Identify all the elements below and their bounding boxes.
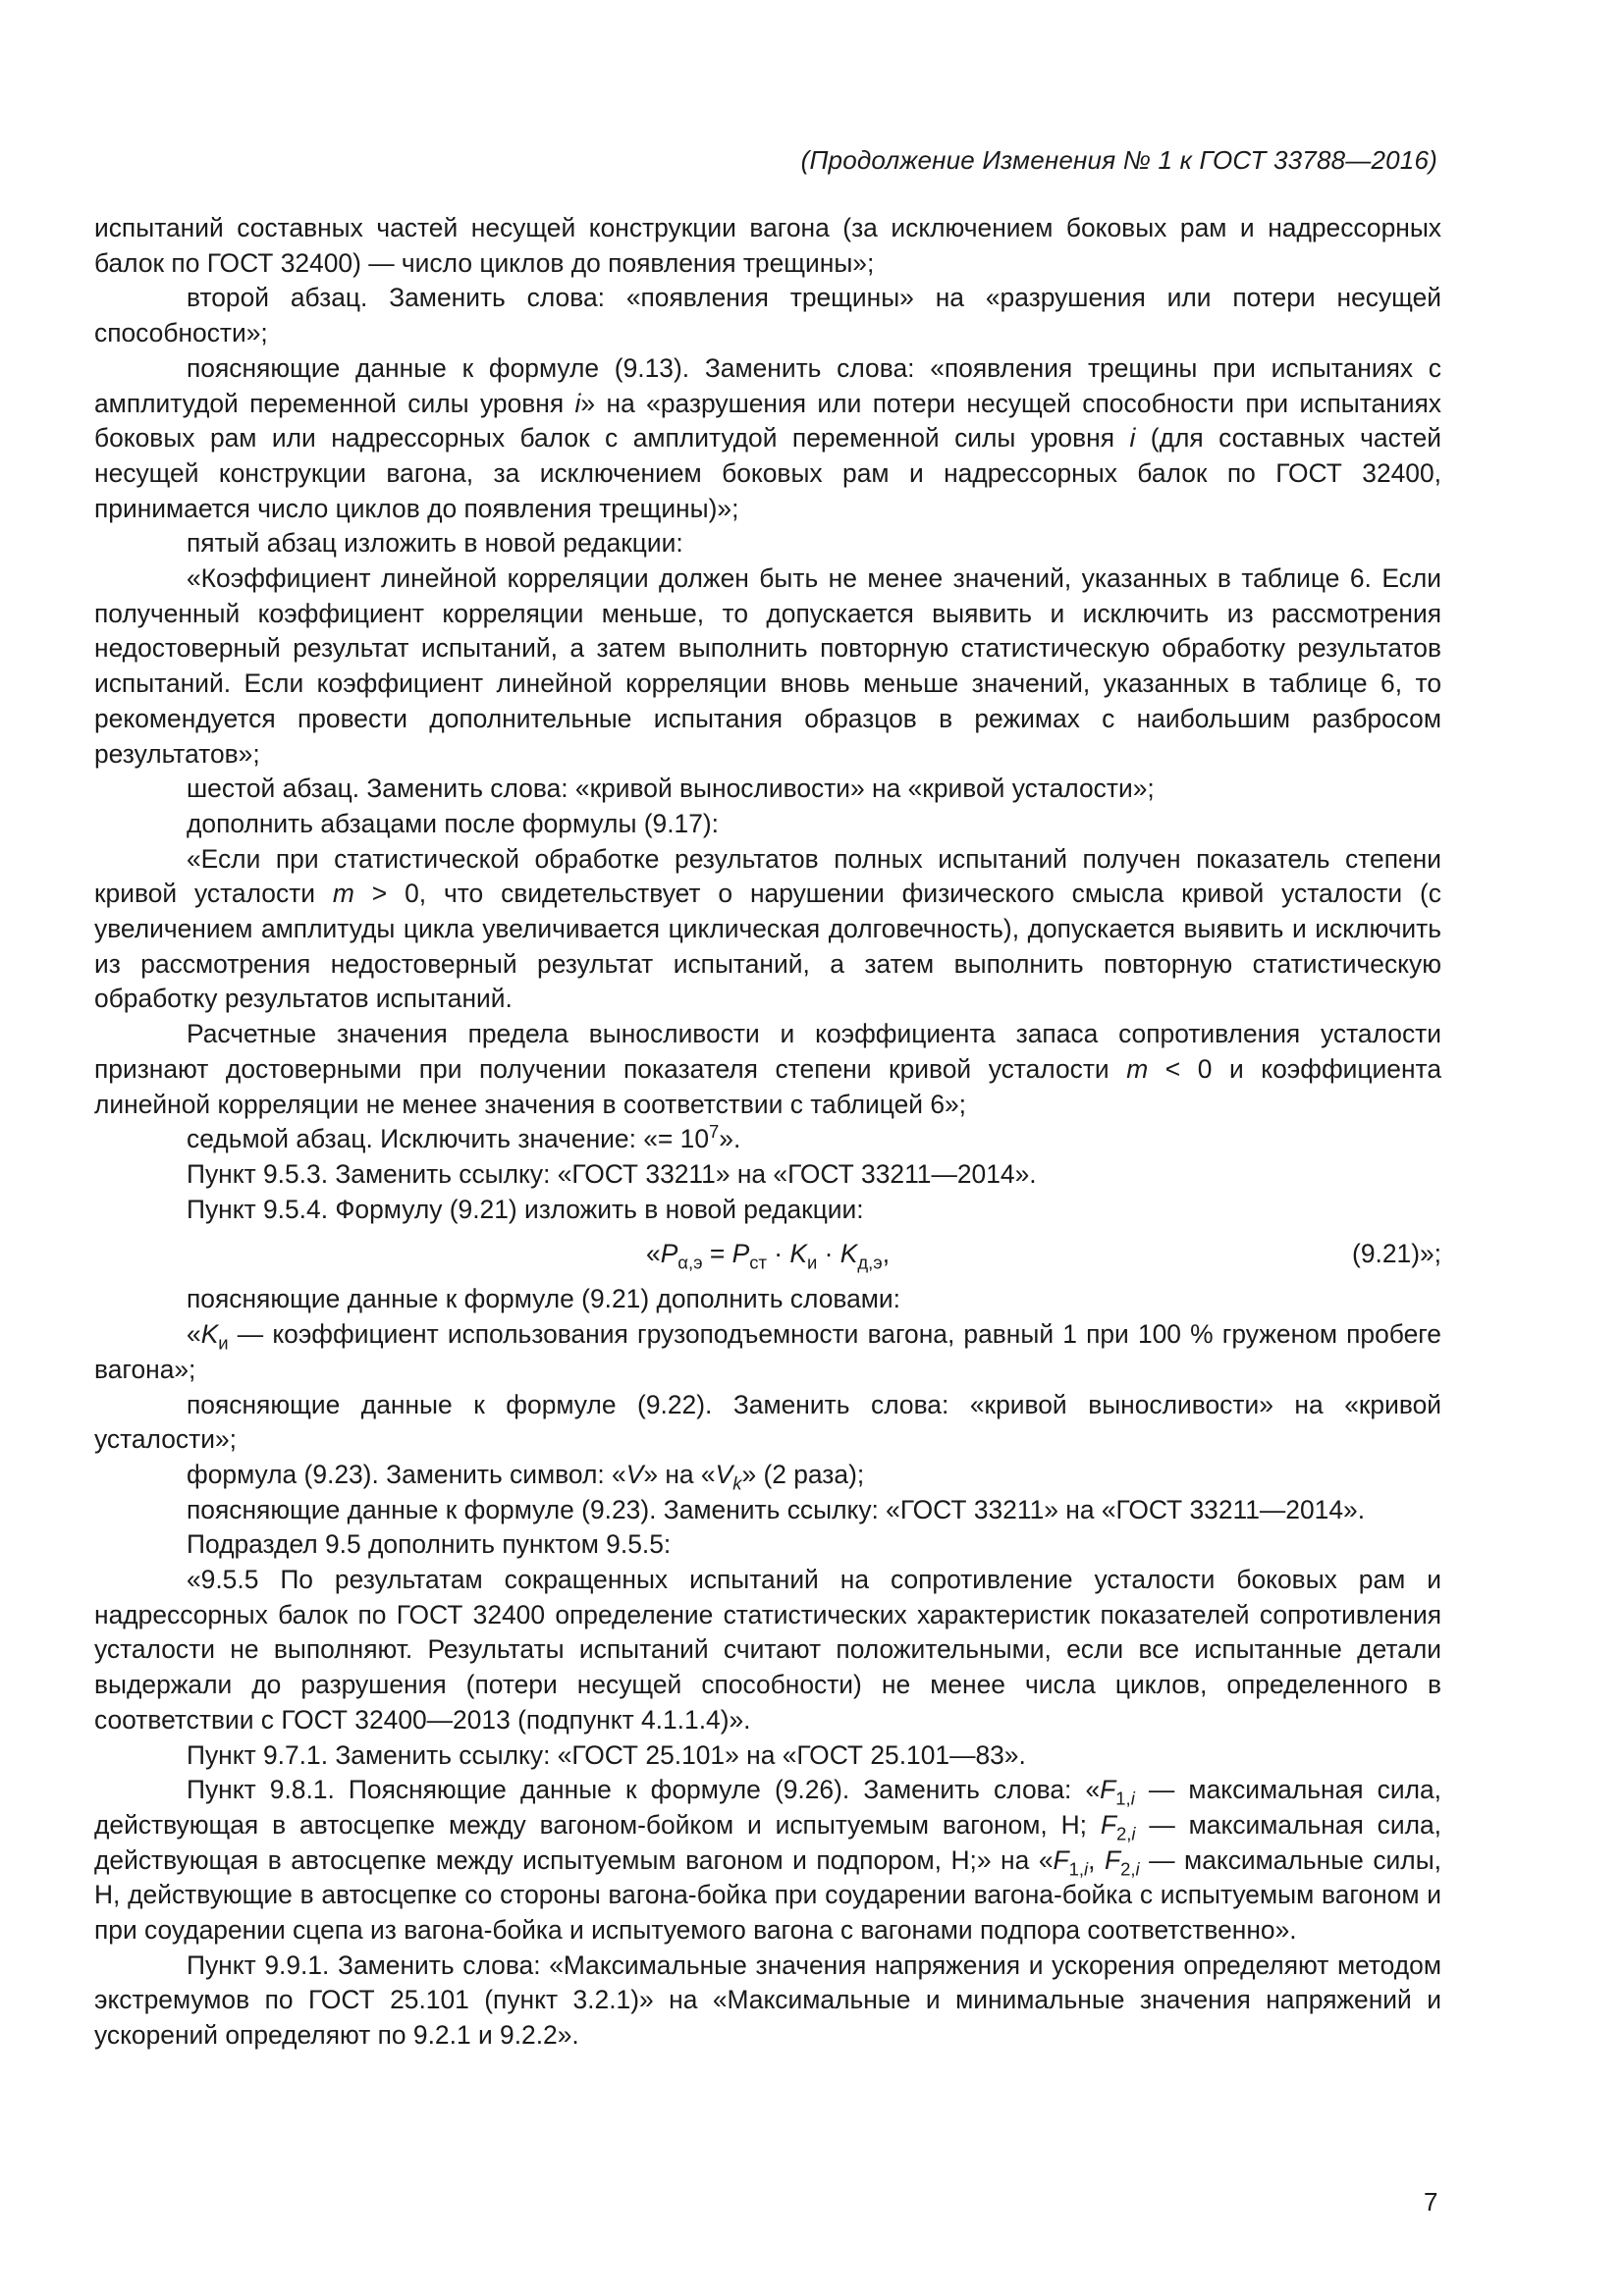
paragraph: испытаний составных частей несущей конструкции вагона (за исключением боковых рам и надрессорных балок по ГОСТ 32400) — число циклов до появления трещины»;	[94, 213, 1441, 278]
paragraph: поясняющие данные к формуле (9.22). Заменить слова: «кривой выносливости» на «кривой усталости»;	[94, 1389, 1441, 1455]
paragraph: формула (9.23). Заменить символ: «V» на «$V_k$» (2 раза);	[187, 1459, 865, 1494]
paragraph: поясняющие данные к формуле (9.21) дополнить словами:	[187, 1284, 900, 1314]
formula-9-21	[94, 1229, 1441, 1276]
page-number: 7	[1424, 2187, 1438, 2216]
paragraph: «$K_и$ — коэффициент использования грузоподъемности вагона, равный 1 при 100 % груженом пробеге вагона»;	[94, 1319, 1441, 1384]
paragraph: поясняющие данные к формуле (9.23). Заменить ссылку: «ГОСТ 33211» на «ГОСТ 33211—2014».	[187, 1494, 1366, 1524]
paragraph: Пункт 9.8.1. Поясняющие данные к формуле (9.26). Заменить слова: «$F_{1,i}$ — максимальная сила, действующая в автосцепке между вагоном-бойком и испытуемым вагоном, Н; $F_{2,i}$ — максимальная сила, действующая в автосцепке между испытуемым вагоном и подпором, Н;» на «$F_{1,i}$, $F_{2,i}$ — максимальные силы, Н, действующие в автосцепке со стороны вагона-бойка при соударении вагона-бойка с испытуемым вагоном и при соударении сцепа из вагона-бойка и испытуемого вагона с вагонами подпора соответственно».	[94, 1775, 1442, 1946]
paragraph: седьмой абзац. Исключить значение: «= $10^7$».	[187, 1121, 741, 1154]
paragraph: «9.5.5 По результатам сокращенных испытаний на сопротивление усталости боковых рам и надрессорных балок по ГОСТ 32400 определение статистических характеристик показателей сопротивления усталости не выполняют. Результаты испытаний считают положительными, если все испытанные детали выдержали до разрушения (потери несущей способности) не менее числа циклов, определенного в соответствии с ГОСТ 32400—2013 (подпункт 4.1.1.4)».	[94, 1565, 1441, 1735]
symbol-i: i	[574, 388, 581, 418]
paragraph: «Коэффициент линейной корреляции должен быть не менее значений, указанных в таблице 6. Если полученный коэффициент корреляции меньше, то допускается выявить и исключить из рассмотрения недостоверный результат испытаний, а затем выполнить повторную статистическую обработку результатов испытаний. Если коэффициент линейной корреляции вновь меньше значений, указанных в таблице 6, то рекомендуется провести дополнительные испытания образцов в режимах с наибольшим разбросом результатов»;	[94, 563, 1441, 769]
paragraph: шестой абзац. Заменить слова: «кривой выносливости» на «кривой усталости»;	[187, 774, 1155, 804]
paragraph: Пункт 9.5.3. Заменить ссылку: «ГОСТ 33211» на «ГОСТ 33211—2014».	[187, 1158, 1037, 1189]
paragraph: поясняющие данные к формуле (9.13). Заменить слова: «появления трещины при испытаниях с амплитудой переменной силы уровня i» на «разрушения или потери несущей способности при испытаниях боковых рам или надрессорных балок с амплитудой переменной силы уровня i (для составных частей несущей конструкции вагона, за исключением боковых рам и надрессорных балок по ГОСТ 32400, принимается число циклов до появления трещины)»;	[94, 352, 1441, 523]
paragraph: пятый абзац изложить в новой редакции:	[187, 528, 683, 559]
paragraph: Пункт 9.9.1. Заменить слова: «Максимальные значения напряжения и ускорения определяют методом экстремумов по ГОСТ 25.101 (пункт 3.2.1)» на «Максимальные и минимальные значения напряжений и ускорений определяют по 9.2.1 и 9.2.2».	[94, 1949, 1441, 2051]
paragraph: Пункт 9.5.4. Формулу (9.21) изложить в новой редакции:	[187, 1194, 864, 1224]
paragraph: Расчетные значения предела выносливости и коэффициента запаса сопротивления усталости признают достоверными при получении показателя степени кривой усталости m < 0 и коэффициента линейной корреляции не менее значения в соответствии с таблицей 6»;	[94, 1019, 1441, 1119]
formula-number: (9.21)»;	[1352, 1239, 1441, 1269]
paragraph: «Если при статистической обработке результатов полных испытаний получен показатель степени кривой усталости m > 0, что свидетельствует о нарушении физического смысла кривой усталости (с увеличением амплитуды цикла увеличивается циклическая долговечность), допускается выявить и исключить из рассмотрения недостоверный результат испытаний, а затем выполнить повторную статистическую обработку результатов испытаний.	[94, 843, 1441, 1014]
symbol-i: i	[1129, 423, 1136, 454]
page-header: (Продолжение Изменения № 1 к ГОСТ 33788—2016)	[800, 145, 1437, 175]
symbol-m: m	[332, 879, 354, 909]
document-body	[94, 211, 1441, 2054]
paragraph: Пункт 9.7.1. Заменить ссылку: «ГОСТ 25.101» на «ГОСТ 25.101—83».	[187, 1739, 1026, 1770]
symbol-m: m	[1126, 1053, 1149, 1084]
formula-expression: «$P_{\alpha,э} = P_{ст} \cdot K_и \cdot K_{д,э}$,	[646, 1239, 891, 1273]
paragraph: дополнить абзацами после формулы (9.17):	[187, 808, 720, 838]
paragraph: Подраздел 9.5 дополнить пунктом 9.5.5:	[187, 1529, 672, 1560]
paragraph: второй абзац. Заменить слова: «появления трещины» на «разрушения или потери несущей способности»;	[94, 283, 1441, 348]
